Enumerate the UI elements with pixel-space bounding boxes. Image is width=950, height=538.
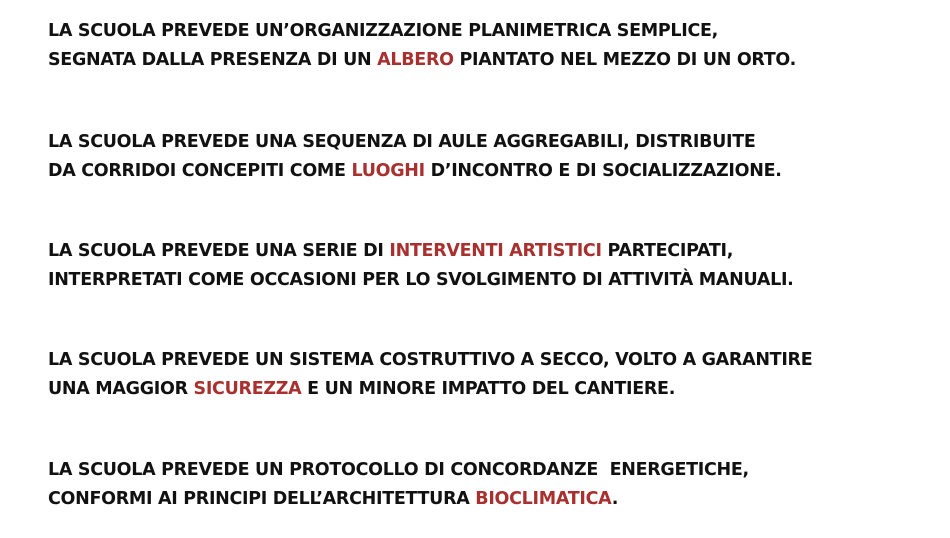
paragraph-line (48, 266, 794, 295)
text-segment: SEGNATA DALLA PRESENZA DI UN (48, 50, 378, 70)
highlight-keyword: BIOCLIMATICA (475, 489, 612, 509)
highlight-keyword: SICUREZZA (193, 379, 302, 399)
paragraph-bioclimatica (48, 456, 749, 514)
paragraph-line (48, 17, 796, 46)
highlight-keyword: INTERVENTI ARTISTICI (389, 241, 602, 261)
text-segment: LA SCUOLA PREVEDE UNA SEQUENZA DI AULE AGGREGABILI, DISTRIBUITE (48, 132, 756, 152)
paragraph-line (48, 346, 812, 375)
text-segment: INTERPRETATI COME OCCASIONI PER LO SVOLGIMENTO DI ATTIVITÀ MANUALI. (48, 270, 794, 290)
text-segment: PIANTATO NEL MEZZO DI UN ORTO. (453, 50, 796, 70)
text-segment: PARTECIPATI, (601, 241, 734, 261)
text-segment: LA SCUOLA PREVEDE UNA SERIE DI (48, 241, 390, 261)
text-segment: D’INCONTRO E DI SOCIALIZZAZIONE. (424, 161, 782, 181)
text-segment: E UN MINORE IMPATTO DEL CANTIERE. (301, 379, 676, 399)
text-segment: DA CORRIDOI CONCEPITI COME (48, 161, 352, 181)
paragraph-line (48, 128, 782, 157)
text-segment: LA SCUOLA PREVEDE UN’ORGANIZZAZIONE PLANIMETRICA SEMPLICE, (48, 21, 719, 41)
text-segment: CONFORMI AI PRINCIPI DELL’ARCHITETTURA (48, 489, 476, 509)
paragraph-line (48, 456, 749, 485)
paragraph-line (48, 46, 796, 75)
paragraph-line (48, 375, 812, 404)
text-segment: UNA MAGGIOR (48, 379, 194, 399)
paragraph-sicurezza (48, 346, 812, 404)
highlight-keyword: LUOGHI (351, 161, 425, 181)
paragraph-luoghi (48, 128, 782, 186)
paragraph-line (48, 237, 794, 266)
paragraph-interventi-artistici (48, 237, 794, 295)
text-segment: LA SCUOLA PREVEDE UN PROTOCOLLO DI CONCORDANZE ENERGETICHE, (48, 460, 749, 480)
paragraph-line (48, 485, 749, 514)
paragraph-albero (48, 17, 796, 75)
text-segment: . (611, 489, 619, 509)
text-segment: LA SCUOLA PREVEDE UN SISTEMA COSTRUTTIVO A SECCO, VOLTO A GARANTIRE (48, 350, 813, 370)
paragraph-line (48, 157, 782, 186)
highlight-keyword: ALBERO (377, 50, 454, 70)
